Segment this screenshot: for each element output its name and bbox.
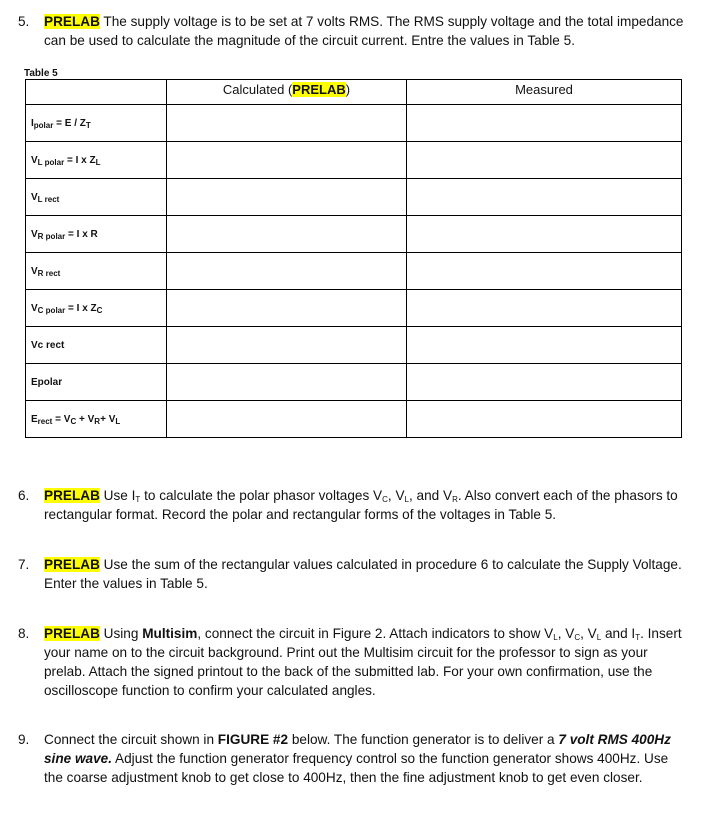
measured-cell[interactable] bbox=[407, 216, 682, 253]
prelab-label: PRELAB bbox=[44, 488, 100, 503]
table-row bbox=[26, 290, 682, 327]
table-caption: Table 5 bbox=[24, 68, 58, 79]
table-row bbox=[26, 142, 682, 179]
row-label-vl-rect: $V_{L rect}$ bbox=[26, 179, 167, 216]
item-number: 7. bbox=[18, 557, 30, 572]
item-8 bbox=[18, 624, 688, 700]
table-row bbox=[26, 327, 682, 364]
signal-spec: 7 volt RMS 400Hz sine wave. bbox=[44, 732, 671, 766]
measured-cell[interactable] bbox=[407, 179, 682, 216]
item-text: PRELAB Use $I_T$ to calculate the polar phasor voltages $V_C$, $V_L$, and $V_R$. Also convert each of the phasors to rectangular format. Record the polar and rectangular forms of the voltages in Table 5. bbox=[44, 488, 678, 522]
header-calculated-close: ) bbox=[345, 82, 351, 97]
header-calculated bbox=[167, 80, 407, 105]
item-5 bbox=[18, 12, 688, 50]
row-label-vl-polar: $V_{L polar} = I$ x $Z_L$ bbox=[26, 142, 167, 179]
calculated-cell[interactable] bbox=[167, 142, 407, 179]
table-row bbox=[26, 253, 682, 290]
header-measured: Measured bbox=[407, 80, 682, 105]
prelab-label: PRELAB bbox=[44, 626, 100, 641]
calculated-cell[interactable] bbox=[167, 290, 407, 327]
calculated-cell[interactable] bbox=[167, 364, 407, 401]
measured-cell[interactable] bbox=[407, 290, 682, 327]
item-body: The supply voltage is to be set at 7 volts RMS. The RMS supply voltage and the total impedance can be used to calculate the magnitude of the circuit current. Entre the values in Table 5. bbox=[44, 14, 684, 48]
item-body: Use the sum of the rectangular values calculated in procedure 6 to calculate the Supply Voltage. Enter the values in Table 5. bbox=[44, 557, 682, 591]
row-label-vr-rect: $V_{R rect}$ bbox=[26, 253, 167, 290]
calculated-cell[interactable] bbox=[167, 401, 407, 438]
item-text bbox=[44, 12, 688, 50]
calculated-cell[interactable] bbox=[167, 179, 407, 216]
row-label-ipolar: $I_{polar} = E / Z_T$ bbox=[26, 105, 167, 142]
table-row bbox=[26, 364, 682, 401]
row-label-epolar: Epolar bbox=[26, 364, 167, 401]
table-header-row bbox=[26, 80, 682, 105]
item-7 bbox=[18, 555, 688, 593]
measured-cell[interactable] bbox=[407, 105, 682, 142]
item-number: 6. bbox=[18, 488, 30, 503]
table-row bbox=[26, 105, 682, 142]
row-label-vc-polar: $V_{C polar} = I$ x $Z_C$ bbox=[26, 290, 167, 327]
table-5 bbox=[25, 79, 682, 438]
row-label-erect: $E_{rect} = V_C + V_R+ V_L$ bbox=[26, 401, 167, 438]
header-calculated-text: Calculated ( bbox=[222, 82, 293, 97]
item-text: Connect the circuit shown in FIGURE #2 below. The function generator is to deliver a 7 volt RMS 400Hz sine wave. Adjust the function generator frequency control so the function generator shows 400Hz. Use the coarse adjustment knob to get close to 400Hz, then the fine adjustment knob to get even closer. bbox=[44, 732, 671, 785]
item-6 bbox=[18, 486, 688, 524]
prelab-label: PRELAB bbox=[44, 14, 100, 29]
measured-cell[interactable] bbox=[407, 401, 682, 438]
multisim-label: Multisim bbox=[142, 626, 198, 641]
item-number: 5. bbox=[18, 14, 30, 29]
measured-cell[interactable] bbox=[407, 142, 682, 179]
item-text bbox=[44, 555, 688, 593]
row-label-vr-polar: $V_{R polar} = I$ x R bbox=[26, 216, 167, 253]
measured-cell[interactable] bbox=[407, 327, 682, 364]
table-row bbox=[26, 179, 682, 216]
measured-cell[interactable] bbox=[407, 364, 682, 401]
header-prelab: PRELAB bbox=[292, 82, 346, 97]
item-number: 9. bbox=[18, 732, 30, 747]
row-label-vc-rect: Vc rect bbox=[26, 327, 167, 364]
calculated-cell[interactable] bbox=[167, 253, 407, 290]
calculated-cell[interactable] bbox=[167, 216, 407, 253]
item-text: PRELAB Using Multisim, connect the circuit in Figure 2. Attach indicators to show $V_L$, $V_C$, $V_L$ and $I_T$. Insert your name on to the circuit background. Print out the Multisim circuit for the professor to sign as your prelab. Attach the signed printout to the back of the submitted lab. For your own confirmation, use the oscilloscope function to confirm your calculated angles. bbox=[44, 626, 682, 698]
calculated-cell[interactable] bbox=[167, 105, 407, 142]
header-blank bbox=[26, 80, 167, 105]
calculated-cell[interactable] bbox=[167, 327, 407, 364]
measured-cell[interactable] bbox=[407, 253, 682, 290]
prelab-label: PRELAB bbox=[44, 557, 100, 572]
item-9 bbox=[18, 730, 688, 787]
table-row bbox=[26, 401, 682, 438]
item-number: 8. bbox=[18, 626, 30, 641]
table-row bbox=[26, 216, 682, 253]
figure-ref: FIGURE #2 bbox=[217, 732, 289, 747]
